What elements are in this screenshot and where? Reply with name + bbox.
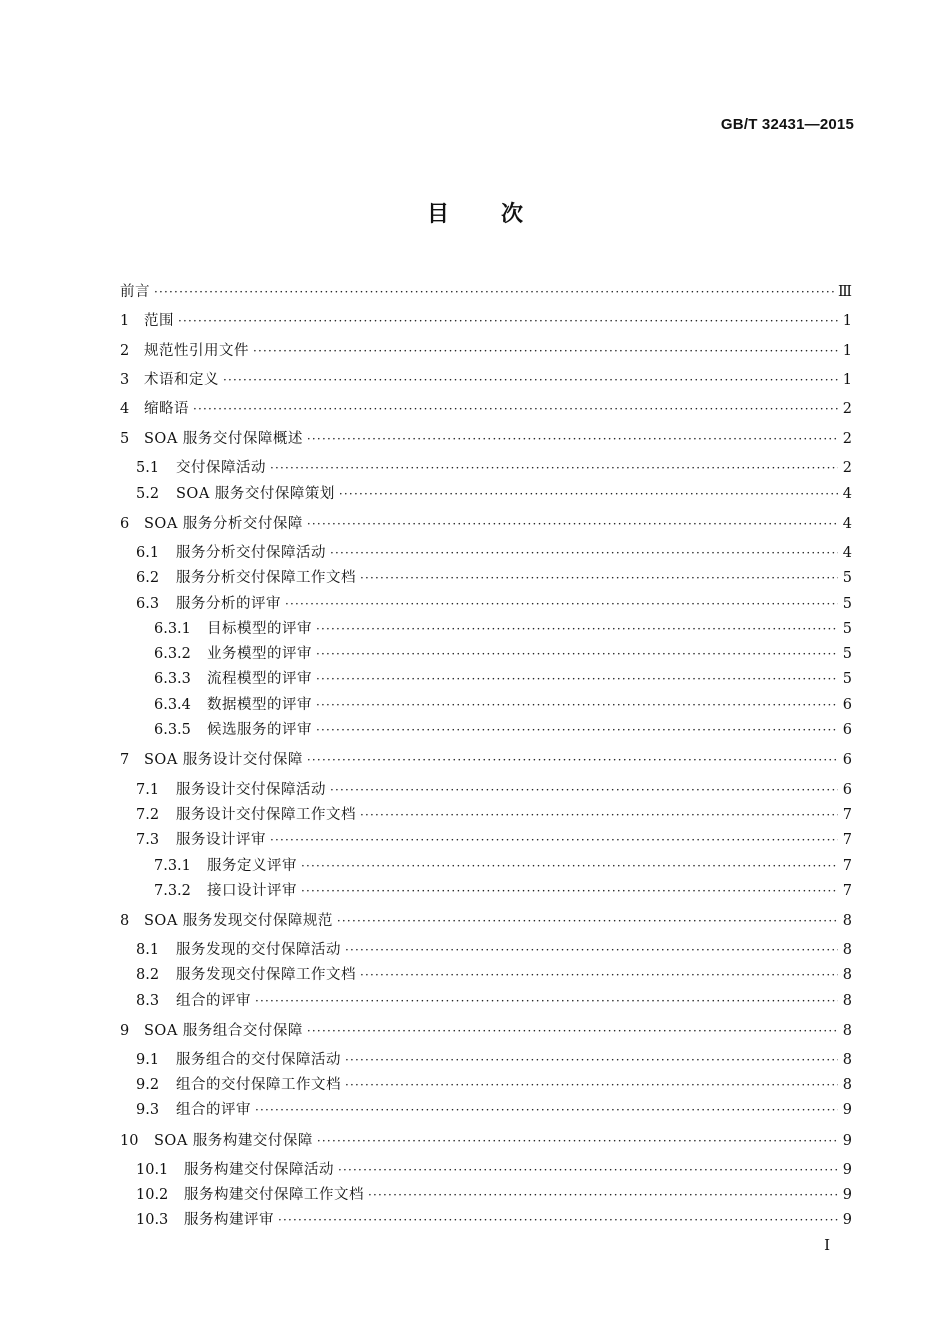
toc-dot-leader bbox=[301, 855, 838, 877]
toc-dot-leader bbox=[223, 369, 838, 391]
toc-entry-title: 服务设计评审 bbox=[176, 832, 266, 848]
toc-entry-number: 7.1 bbox=[136, 782, 160, 798]
toc-entry-title: SOA 服务交付保障概述 bbox=[144, 431, 303, 447]
toc-entry[interactable] bbox=[120, 880, 852, 902]
toc-entry-title: 交付保障活动 bbox=[176, 460, 266, 476]
toc-dot-leader bbox=[307, 1020, 838, 1042]
toc-entry[interactable] bbox=[120, 1209, 852, 1231]
toc-entry[interactable] bbox=[120, 593, 852, 615]
toc-entry[interactable] bbox=[120, 964, 852, 986]
toc-entry-title: 组合的评审 bbox=[176, 1102, 251, 1118]
toc-dot-leader bbox=[316, 618, 838, 640]
toc-entry-page: 4 bbox=[842, 516, 852, 532]
toc-entry-page: 9 bbox=[842, 1212, 852, 1228]
toc-entry-number: 10 bbox=[120, 1133, 139, 1149]
toc-entry-page: 4 bbox=[842, 545, 852, 561]
toc-entry[interactable] bbox=[120, 910, 852, 932]
toc-entry-number: 2 bbox=[120, 343, 130, 359]
toc-entry-title: 服务设计交付保障工作文档 bbox=[176, 807, 356, 823]
toc-entry-page: 4 bbox=[842, 486, 852, 502]
toc-dot-leader bbox=[368, 1184, 838, 1206]
toc-dot-leader bbox=[316, 668, 838, 690]
toc-entry-number: 6 bbox=[120, 516, 130, 532]
toc-dot-leader bbox=[270, 457, 838, 479]
toc-entry-title: 流程模型的评审 bbox=[207, 671, 312, 687]
toc-entry-title: 服务发现的交付保障活动 bbox=[176, 942, 341, 958]
toc-entry-page: 8 bbox=[842, 913, 852, 929]
toc-entry-page: 5 bbox=[842, 671, 852, 687]
toc-entry-title: 服务构建交付保障工作文档 bbox=[184, 1187, 364, 1203]
toc-dot-leader bbox=[307, 513, 838, 535]
toc-entry-number: 6.3.5 bbox=[154, 722, 191, 738]
toc-entry-page: 8 bbox=[842, 1077, 852, 1093]
toc-entry-title: SOA 服务设计交付保障 bbox=[144, 752, 303, 768]
toc-entry-title: 数据模型的评审 bbox=[207, 697, 312, 713]
toc-dot-leader bbox=[316, 719, 838, 741]
toc-dot-leader bbox=[255, 990, 838, 1012]
toc-entry-number: 6.1 bbox=[136, 545, 160, 561]
toc-entry[interactable] bbox=[120, 483, 852, 505]
toc-entry-page: 6 bbox=[842, 697, 852, 713]
toc-entry-title: 服务分析交付保障工作文档 bbox=[176, 570, 356, 586]
toc-entry-title: 目标模型的评审 bbox=[207, 621, 312, 637]
toc-entry[interactable] bbox=[120, 719, 852, 741]
toc-entry[interactable] bbox=[120, 1184, 852, 1206]
toc-entry-title: 候选服务的评审 bbox=[207, 722, 312, 738]
toc-entry[interactable] bbox=[120, 668, 852, 690]
toc-entry-page: 7 bbox=[842, 832, 852, 848]
toc-entry-page: 2 bbox=[842, 431, 852, 447]
toc-entry-page: 1 bbox=[842, 372, 852, 388]
toc-entry-page: 5 bbox=[842, 596, 852, 612]
toc-dot-leader bbox=[301, 880, 838, 902]
toc-dot-leader bbox=[338, 1159, 838, 1181]
toc-entry[interactable] bbox=[120, 939, 852, 961]
toc-entry-page: 6 bbox=[842, 722, 852, 738]
toc-entry[interactable] bbox=[120, 340, 852, 362]
toc-entry-title: 服务构建评审 bbox=[184, 1212, 274, 1228]
toc-entry-number: 6.3.1 bbox=[154, 621, 191, 637]
toc-dot-leader bbox=[178, 310, 838, 332]
toc-entry-page: 8 bbox=[842, 967, 852, 983]
toc-entry[interactable] bbox=[120, 1074, 852, 1096]
toc-entry-title: 缩略语 bbox=[144, 401, 189, 417]
toc-entry-page: 2 bbox=[842, 460, 852, 476]
toc-entry-title: 服务分析交付保障活动 bbox=[176, 545, 326, 561]
toc-entry[interactable] bbox=[120, 779, 852, 801]
toc-dot-leader bbox=[316, 643, 838, 665]
toc-dot-leader bbox=[330, 779, 838, 801]
toc-entry-number: 7 bbox=[120, 752, 130, 768]
toc-dot-leader bbox=[345, 939, 838, 961]
toc-dot-leader bbox=[307, 428, 838, 450]
toc-dot-leader bbox=[316, 694, 838, 716]
toc-entry-page: 9 bbox=[842, 1133, 852, 1149]
toc-entry-number: 8.2 bbox=[136, 967, 160, 983]
toc-entry-number: 8.3 bbox=[136, 993, 160, 1009]
toc-entry-page: 7 bbox=[842, 858, 852, 874]
toc-entry-page: 7 bbox=[842, 807, 852, 823]
toc-entry[interactable] bbox=[120, 1020, 852, 1042]
toc-entry-number: 7.3 bbox=[136, 832, 160, 848]
toc-entry-page: 1 bbox=[842, 313, 852, 329]
toc-entry[interactable] bbox=[120, 990, 852, 1012]
toc-entry-page: 8 bbox=[842, 1052, 852, 1068]
toc-entry-number: 7.2 bbox=[136, 807, 160, 823]
toc-dot-leader bbox=[345, 1049, 838, 1071]
toc-entry-number: 4 bbox=[120, 401, 130, 417]
toc-entry[interactable] bbox=[120, 281, 852, 303]
toc-entry-page: 9 bbox=[842, 1102, 852, 1118]
toc-dot-leader bbox=[154, 281, 834, 303]
toc-entry[interactable] bbox=[120, 1159, 852, 1181]
toc-entry-title: 接口设计评审 bbox=[207, 883, 297, 899]
toc-entry-number: 1 bbox=[120, 313, 130, 329]
toc-entry-page: 1 bbox=[842, 343, 852, 359]
toc-entry-title: 组合的评审 bbox=[176, 993, 251, 1009]
toc-dot-leader bbox=[339, 483, 838, 505]
toc-entry-title: 服务分析的评审 bbox=[176, 596, 281, 612]
toc-entry-number: 6.3.4 bbox=[154, 697, 191, 713]
toc-entry-page: 8 bbox=[842, 993, 852, 1009]
toc-dot-leader bbox=[360, 804, 838, 826]
toc-dot-leader bbox=[285, 593, 838, 615]
toc-dot-leader bbox=[330, 542, 838, 564]
toc-entry-title: SOA 服务交付保障策划 bbox=[176, 486, 335, 502]
toc-entry-title: 范围 bbox=[144, 313, 174, 329]
toc-entry[interactable] bbox=[120, 855, 852, 877]
toc-entry[interactable] bbox=[120, 618, 852, 640]
toc-dot-leader bbox=[253, 340, 838, 362]
toc-dot-leader bbox=[255, 1099, 838, 1121]
toc-entry[interactable] bbox=[120, 369, 852, 391]
toc-entry-page: Ⅲ bbox=[838, 284, 852, 300]
toc-entry[interactable] bbox=[120, 804, 852, 826]
toc-dot-leader bbox=[278, 1209, 838, 1231]
toc-entry-number: 9.2 bbox=[136, 1077, 160, 1093]
toc-entry-number: 9 bbox=[120, 1023, 130, 1039]
toc-entry-number: 3 bbox=[120, 372, 130, 388]
toc-entry-page: 8 bbox=[842, 942, 852, 958]
toc-entry-page: 9 bbox=[842, 1187, 852, 1203]
toc-entry-title: SOA 服务组合交付保障 bbox=[144, 1023, 303, 1039]
toc-entry-number: 6.3.3 bbox=[154, 671, 191, 687]
toc-entry-page: 7 bbox=[842, 883, 852, 899]
toc-entry-number: 10.1 bbox=[136, 1162, 169, 1178]
standard-code: GB/T 32431—2015 bbox=[720, 116, 854, 133]
toc-entry-number: 9.1 bbox=[136, 1052, 160, 1068]
toc-entry[interactable] bbox=[120, 398, 852, 420]
toc-entry-page: 8 bbox=[842, 1023, 852, 1039]
toc-entry-number: 5.1 bbox=[136, 460, 160, 476]
toc-entry-title: SOA 服务分析交付保障 bbox=[144, 516, 303, 532]
toc-dot-leader bbox=[337, 910, 838, 932]
toc-entry-title: 服务定义评审 bbox=[207, 858, 297, 874]
toc-entry[interactable] bbox=[120, 1099, 852, 1121]
page-title: 目次 bbox=[426, 202, 575, 227]
toc-dot-leader bbox=[307, 749, 838, 771]
toc-entry-title: SOA 服务构建交付保障 bbox=[154, 1133, 313, 1149]
toc-entry-page: 6 bbox=[842, 782, 852, 798]
toc-entry-title: 前言 bbox=[120, 284, 150, 300]
toc-entry-title: 规范性引用文件 bbox=[144, 343, 249, 359]
toc-dot-leader bbox=[270, 829, 838, 851]
toc-entry[interactable] bbox=[120, 749, 852, 771]
toc-entry[interactable] bbox=[120, 1130, 852, 1152]
toc-entry-page: 6 bbox=[842, 752, 852, 768]
toc-entry-number: 7.3.2 bbox=[154, 883, 191, 899]
toc-entry-number: 8 bbox=[120, 913, 130, 929]
toc-entry-title: 服务设计交付保障活动 bbox=[176, 782, 326, 798]
toc-entry[interactable] bbox=[120, 428, 852, 450]
toc-entry-page: 5 bbox=[842, 570, 852, 586]
toc-entry-number: 6.3.2 bbox=[154, 646, 191, 662]
toc-entry[interactable] bbox=[120, 457, 852, 479]
toc-entry-title: 组合的交付保障工作文档 bbox=[176, 1077, 341, 1093]
toc-entry-title: 服务组合的交付保障活动 bbox=[176, 1052, 341, 1068]
toc-entry-title: 服务构建交付保障活动 bbox=[184, 1162, 334, 1178]
toc-entry-number: 10.3 bbox=[136, 1212, 169, 1228]
toc-entry-number: 5.2 bbox=[136, 486, 160, 502]
toc-entry-number: 6.2 bbox=[136, 570, 160, 586]
toc-entry[interactable] bbox=[120, 643, 852, 665]
toc-entry-title: 服务发现交付保障工作文档 bbox=[176, 967, 356, 983]
toc-entry-number: 5 bbox=[120, 431, 130, 447]
toc-entry-page: 5 bbox=[842, 646, 852, 662]
toc-entry-title: 业务模型的评审 bbox=[207, 646, 312, 662]
toc-dot-leader bbox=[360, 964, 838, 986]
toc-dot-leader bbox=[360, 567, 838, 589]
toc-entry-page: 9 bbox=[842, 1162, 852, 1178]
toc-entry[interactable] bbox=[120, 567, 852, 589]
toc-entry-number: 7.3.1 bbox=[154, 858, 191, 874]
toc-entry-number: 10.2 bbox=[136, 1187, 169, 1203]
toc-entry[interactable] bbox=[120, 829, 852, 851]
toc-entry-title: 术语和定义 bbox=[144, 372, 219, 388]
page-number: I bbox=[824, 1236, 830, 1254]
toc-dot-leader bbox=[193, 398, 838, 420]
toc-dot-leader bbox=[317, 1130, 838, 1152]
toc-entry-number: 6.3 bbox=[136, 596, 160, 612]
toc-entry-number: 9.3 bbox=[136, 1102, 160, 1118]
toc-entry[interactable] bbox=[120, 542, 852, 564]
toc-entry-page: 5 bbox=[842, 621, 852, 637]
toc-entry[interactable] bbox=[120, 694, 852, 716]
toc-dot-leader bbox=[345, 1074, 838, 1096]
toc-entry-title: SOA 服务发现交付保障规范 bbox=[144, 913, 333, 929]
toc-entry[interactable] bbox=[120, 310, 852, 332]
toc-entry[interactable] bbox=[120, 513, 852, 535]
toc-entry-number: 8.1 bbox=[136, 942, 160, 958]
toc-entry[interactable] bbox=[120, 1049, 852, 1071]
toc-entry-page: 2 bbox=[842, 401, 852, 417]
